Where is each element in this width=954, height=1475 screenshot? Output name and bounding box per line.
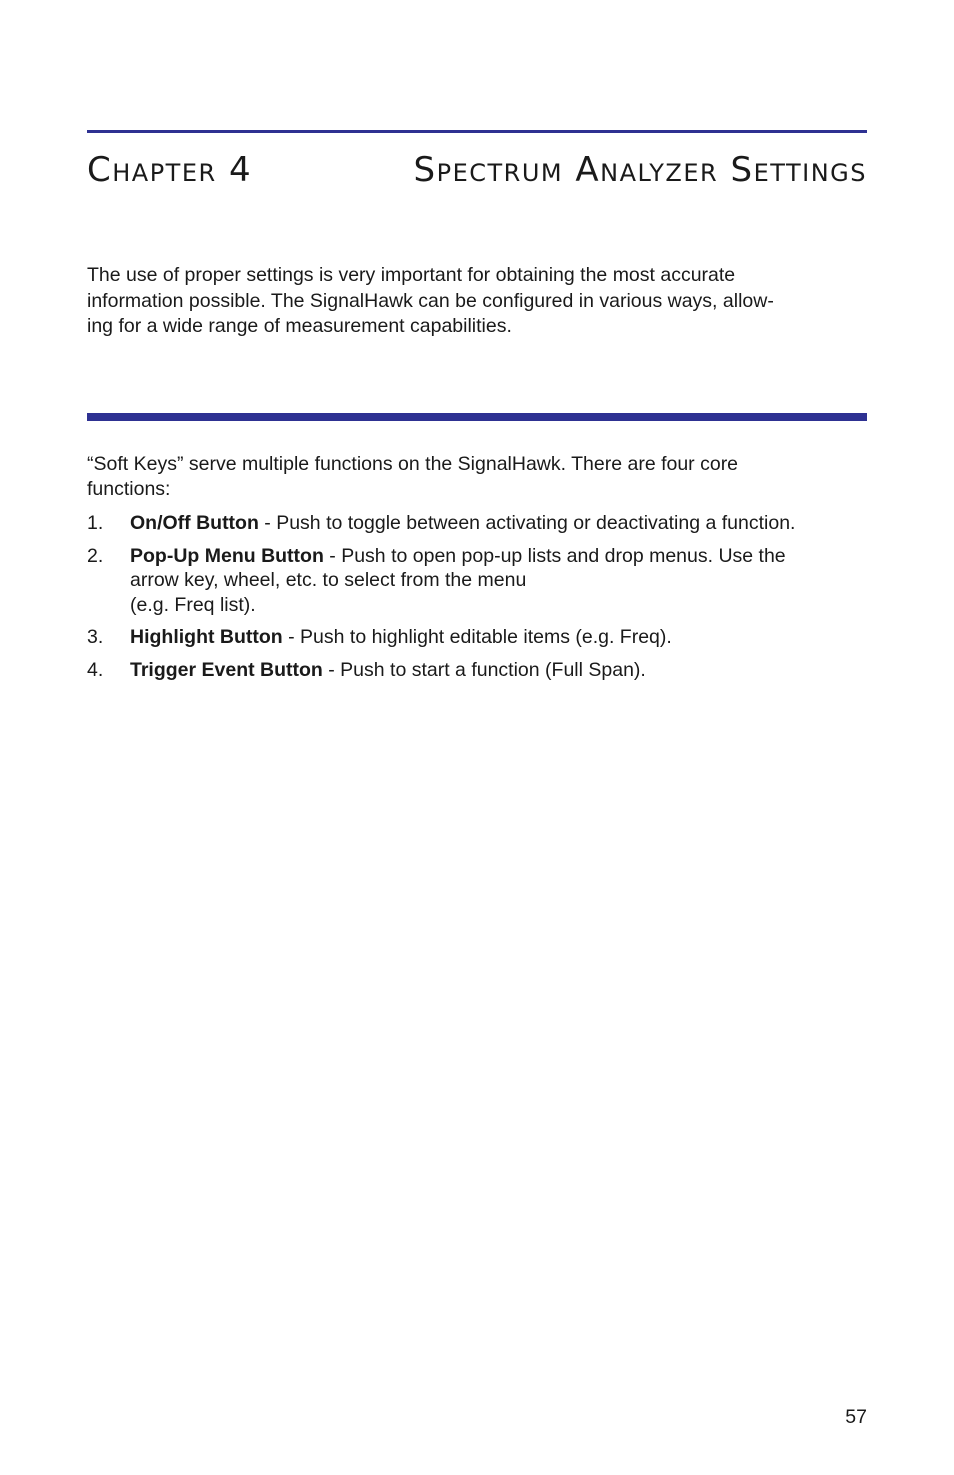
list-item-term: Trigger Event Button — [130, 658, 323, 681]
list-item-body — [130, 511, 877, 536]
list-item-number: 3. — [87, 626, 104, 648]
intro-line: The use of proper settings is very important for obtaining the most accurate — [87, 264, 736, 286]
chapter-top-rule — [87, 130, 867, 133]
list-item-number: 2. — [87, 544, 104, 567]
list-item-body — [130, 625, 877, 650]
intro-paragraph — [87, 263, 872, 340]
list-item — [87, 658, 877, 683]
list-item-number: 1. — [87, 512, 104, 534]
list-item-body — [130, 658, 877, 683]
soft-key-functions-list — [87, 511, 877, 690]
list-item-description: - Push to highlight editable items (e.g. Freq). — [282, 626, 672, 648]
soft-keys-intro-line: “Soft Keys” serve multiple functions on the SignalHawk. There are four core — [87, 453, 739, 475]
list-item-description: - Push to open pop-up lists and drop menus. Use the — [323, 544, 786, 567]
list-item-description: arrow key, wheel, etc. to select from the menu — [130, 569, 527, 591]
list-item — [87, 625, 877, 650]
list-item-description: - Push to start a function (Full Span). — [322, 658, 646, 681]
chapter-title: Spectrum Analyzer Settings — [413, 150, 867, 190]
list-item — [87, 511, 877, 536]
soft-keys-intro — [87, 452, 872, 502]
list-item-number: 4. — [87, 658, 104, 681]
chapter-heading — [87, 150, 867, 190]
intro-line: ing for a wide range of measurement capabilities. — [87, 315, 512, 337]
list-item-term: Highlight Button — [130, 626, 283, 648]
section-heading-bar — [87, 413, 867, 421]
chapter-label: Chapter 4 — [87, 150, 253, 190]
list-item-term: Pop-Up Menu Button — [130, 544, 324, 567]
list-item-description: (e.g. Freq list). — [130, 593, 256, 616]
soft-keys-intro-line: functions: — [87, 478, 171, 500]
list-item-description: - Push to toggle between activating or deactivating a function. — [258, 512, 796, 534]
intro-line: information possible. The SignalHawk can be configured in various ways, allow- — [87, 289, 774, 312]
list-item-body — [130, 544, 877, 618]
page-number: 57 — [845, 1406, 867, 1428]
list-item — [87, 544, 877, 618]
list-item-term: On/Off Button — [130, 512, 259, 534]
